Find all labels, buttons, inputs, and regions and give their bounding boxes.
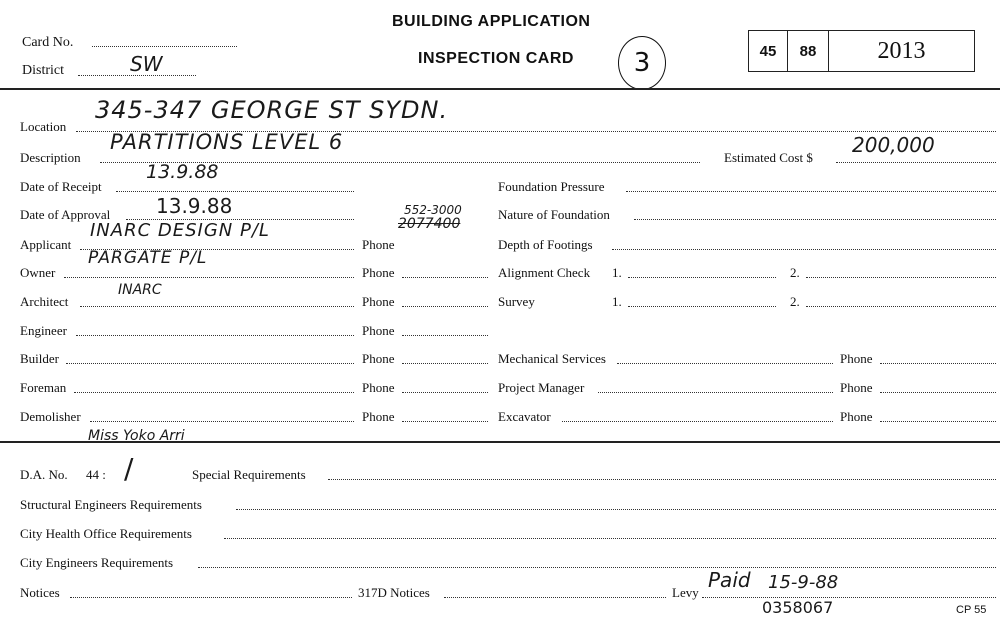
foreman-label: Foreman — [20, 380, 67, 395]
estimated-cost-label: Estimated Cost $ — [724, 150, 813, 165]
date-approval-label: Date of Approval — [20, 207, 111, 222]
levy-paid-value: Paid — [708, 568, 751, 592]
survey-2-label: 2. — [790, 294, 800, 309]
notices-label: Notices — [20, 585, 60, 600]
alignment-1-label: 1. — [612, 265, 622, 280]
engineers-req-dots — [198, 567, 996, 568]
demolisher-label: Demolisher — [20, 409, 81, 424]
phone-label: Phone — [362, 351, 395, 366]
levy-label: Levy — [672, 585, 699, 600]
builder-label: Builder — [20, 351, 59, 366]
architect-dots — [80, 306, 354, 307]
alignment-check-label: Alignment Check — [498, 265, 591, 280]
health-req-dots — [224, 538, 996, 539]
phone-dots — [402, 335, 488, 336]
applicant-value: INARC DESIGN P/L — [90, 220, 270, 241]
title-line-2: INSPECTION CARD — [418, 50, 574, 67]
phone-dots — [402, 421, 488, 422]
date-receipt-value: 13.9.88 — [146, 161, 219, 183]
notices-dots — [70, 597, 352, 598]
phone-dots — [402, 306, 488, 307]
phone-old-value: 2077400 — [398, 216, 461, 232]
architect-label: Architect — [20, 294, 69, 309]
da-prefix: 44 : — [86, 467, 106, 482]
phone-label: Phone — [362, 323, 395, 338]
extra-name-value: Miss Yoko Arri — [88, 428, 185, 444]
depth-footings-dots — [612, 249, 996, 250]
excavator-dots — [562, 421, 833, 422]
demolisher-dots — [90, 421, 354, 422]
mechanical-label: Mechanical Services — [498, 351, 606, 366]
location-value: 345-347 GEORGE ST SYDN. — [95, 96, 449, 124]
nature-foundation-dots — [634, 219, 996, 220]
estimated-cost-dots — [836, 162, 996, 163]
survey-2-dots — [806, 306, 996, 307]
project-manager-label: Project Manager — [498, 380, 585, 395]
title-line-1: BUILDING APPLICATION — [392, 13, 591, 30]
divider-top — [0, 88, 1000, 90]
phone-dots — [880, 392, 996, 393]
architect-value: INARC — [118, 282, 162, 298]
reference-box — [748, 30, 975, 72]
phone-label: Phone — [840, 351, 873, 366]
owner-dots — [64, 277, 354, 278]
phone-label: Phone — [362, 380, 395, 395]
phone-label: Phone — [362, 409, 395, 424]
date-receipt-dots — [116, 191, 354, 192]
da-mark: / — [124, 452, 134, 485]
foundation-pressure-dots — [626, 191, 996, 192]
estimated-cost-value: 200,000 — [852, 133, 935, 157]
special-req-dots — [328, 479, 996, 480]
special-req-label: Special Requirements — [192, 467, 306, 482]
mechanical-dots — [617, 363, 833, 364]
survey-1-dots — [628, 306, 776, 307]
notices-317d-label: 317D Notices — [358, 585, 430, 600]
excavator-label: Excavator — [498, 409, 551, 424]
ref-cell: 88 — [788, 31, 829, 71]
location-label: Location — [20, 119, 67, 134]
phone-label: Phone — [362, 294, 395, 309]
applicant-label: Applicant — [20, 237, 72, 252]
phone-label: Phone — [362, 265, 395, 280]
levy-date-value: 15-9-88 — [768, 572, 839, 593]
owner-label: Owner — [20, 265, 56, 280]
phone-label: Phone — [840, 380, 873, 395]
form-code: CP 55 — [956, 604, 987, 616]
alignment-2-label: 2. — [790, 265, 800, 280]
structural-req-label: Structural Engineers Requirements — [20, 497, 202, 512]
builder-dots — [66, 363, 354, 364]
description-label: Description — [20, 150, 81, 165]
district-label: District — [22, 63, 64, 78]
alignment-1-dots — [628, 277, 776, 278]
ref-cell: 2013 — [877, 37, 926, 64]
circled-number: 3 — [618, 36, 666, 90]
ref-cell: 45 — [749, 31, 788, 71]
date-receipt-label: Date of Receipt — [20, 179, 102, 194]
alignment-2-dots — [806, 277, 996, 278]
health-req-label: City Health Office Requirements — [20, 526, 192, 541]
divider-bottom — [0, 441, 1000, 443]
phone-label: Phone — [362, 237, 395, 252]
levy-dots — [702, 597, 996, 598]
phone-dots — [880, 363, 996, 364]
phone-new-value: 552-3000 — [404, 203, 462, 217]
phone-label: Phone — [840, 409, 873, 424]
description-value: PARTITIONS LEVEL 6 — [110, 130, 344, 154]
owner-value: PARGATE P/L — [88, 248, 208, 268]
da-no-label: D.A. No. — [20, 467, 68, 482]
project-manager-dots — [598, 392, 833, 393]
card-no-dots — [92, 46, 237, 47]
phone-dots — [880, 421, 996, 422]
phone-dots — [402, 392, 488, 393]
nature-foundation-label: Nature of Foundation — [498, 207, 610, 222]
engineers-req-label: City Engineers Requirements — [20, 555, 174, 570]
survey-label: Survey — [498, 294, 535, 309]
phone-dots — [402, 363, 488, 364]
foundation-pressure-label: Foundation Pressure — [498, 179, 605, 194]
notices-317d-dots — [444, 597, 666, 598]
phone-dots — [402, 277, 488, 278]
engineer-dots — [76, 335, 354, 336]
depth-footings-label: Depth of Footings — [498, 237, 593, 252]
structural-req-dots — [236, 509, 996, 510]
survey-1-label: 1. — [612, 294, 622, 309]
engineer-label: Engineer — [20, 323, 67, 338]
date-approval-value: 13.9.88 — [156, 194, 233, 218]
card-no-label: Card No. — [22, 35, 74, 50]
receipt-number-value: 0358067 — [762, 598, 834, 617]
district-value: SW — [130, 52, 163, 76]
foreman-dots — [74, 392, 354, 393]
